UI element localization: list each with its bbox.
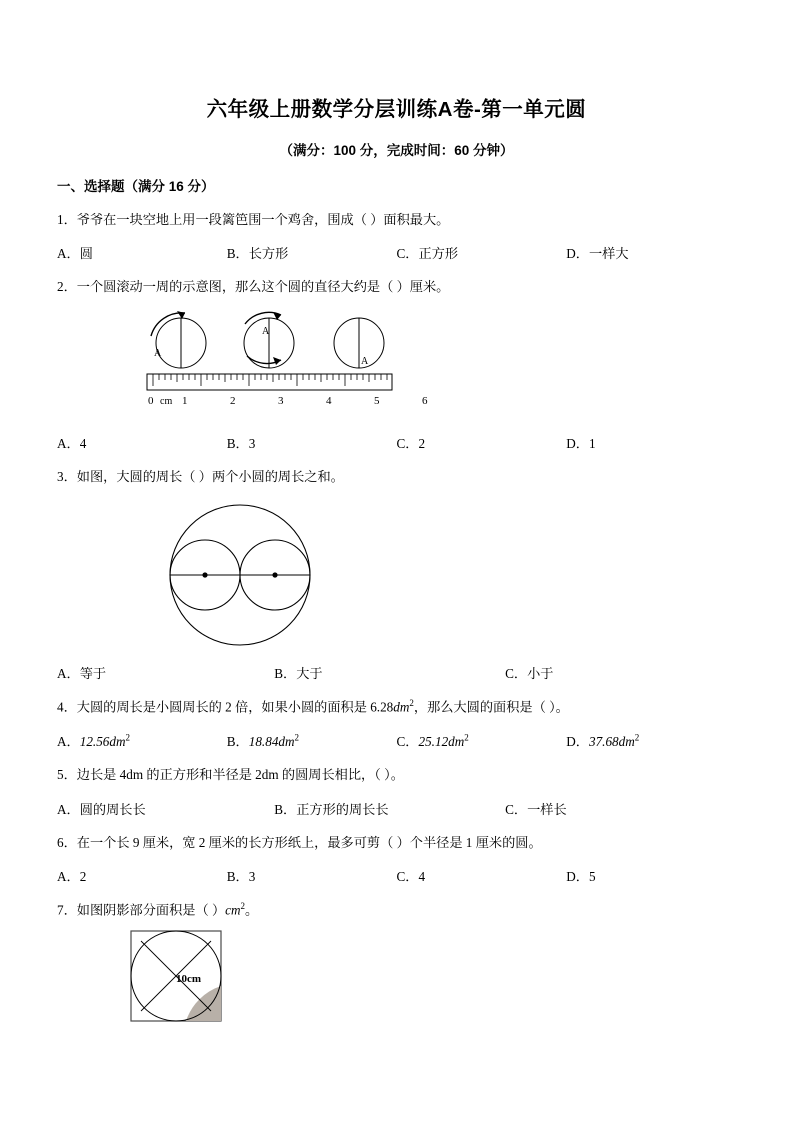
question-6-text: 在一个长 9 厘米，宽 2 厘米的长方形纸上，最多可剪（ ）个半径是 1 厘米的圆。 (76, 834, 542, 850)
option-4-d-value: 37.68 (588, 734, 619, 750)
option-3-c[interactable]: C．小于 (505, 666, 554, 682)
ruler-tick-cm: cm (160, 395, 173, 407)
option-4-d[interactable] (566, 731, 736, 750)
option-3-a[interactable]: A．等于 (57, 666, 107, 682)
option-4-d-unit: dm (618, 734, 635, 750)
option-3-b[interactable]: B．大于 (274, 666, 323, 682)
option-4-c-value: 25.12 (418, 734, 449, 750)
page-title: 六年级上册数学分层训练A卷-第一单元圆 (206, 98, 587, 121)
option-4-c[interactable] (397, 731, 567, 750)
question-2-options (57, 433, 736, 452)
option-6-a[interactable]: A．2 (57, 869, 87, 885)
option-2-b[interactable]: B．3 (226, 435, 256, 451)
question-4-number: 4． (57, 699, 77, 715)
question-7-unit: cm (225, 902, 241, 918)
option-2-c[interactable]: C．2 (396, 435, 426, 451)
figure-label-10cm: 10cm (176, 972, 202, 985)
question-3 (57, 467, 736, 487)
question-7-text-before: 如图阴影部分面积是（ ） (76, 902, 226, 918)
option-5-b[interactable]: B．正方形的周长长 (274, 801, 389, 817)
option-4-d-label: D． (566, 734, 589, 750)
option-1-a[interactable]: A．圆 (57, 246, 93, 262)
option-1-b[interactable]: B．长方形 (226, 246, 289, 262)
section-heading-choice: 一、选择题（满分 16 分） (57, 179, 215, 194)
question-7-text-after: 。 (245, 902, 259, 918)
option-4-b[interactable] (227, 731, 397, 750)
question-3-options (57, 663, 736, 682)
question-2-text: 一个圆滚动一周的示意图，那么这个圆的直径大约是（ ）厘米。 (76, 279, 450, 295)
question-4-options (57, 731, 736, 750)
question-1-number: 1． (57, 212, 77, 227)
question-6-options (57, 866, 736, 885)
option-1-d[interactable]: D．一样大 (566, 246, 629, 262)
question-5-options (57, 799, 736, 818)
figure-square-inscribed-circle-shaded (129, 929, 736, 1029)
page-subtitle: （满分：100 分，完成时间：60 分钟） (279, 143, 514, 158)
ruler-tick-0: 0 (148, 394, 154, 407)
question-1-options (57, 243, 736, 262)
figure-big-circle-two-small-circles (167, 501, 736, 649)
ruler-tick-6: 6 (422, 394, 428, 407)
option-6-d[interactable]: D．5 (566, 869, 596, 885)
svg-text:A: A (262, 325, 270, 337)
svg-text:A: A (154, 347, 162, 359)
svg-text:A: A (361, 355, 369, 367)
question-5-text: 边长是 4dm 的正方形和半径是 2dm 的圆周长相比，（ ）。 (76, 767, 404, 783)
option-4-b-label: B． (226, 734, 249, 750)
option-4-b-sup: 2 (294, 732, 300, 743)
option-4-a-label: A． (57, 734, 80, 750)
question-4-text-before: 大圆的周长是小圆周长的 2 倍，如果小圆的面积是 6.28 (76, 699, 394, 715)
option-5-a[interactable]: A．圆的周长长 (57, 801, 146, 817)
question-2-number: 2． (57, 279, 77, 295)
question-4 (57, 697, 736, 718)
question-7-number: 7． (57, 902, 77, 918)
option-6-b[interactable]: B．3 (226, 869, 256, 885)
option-4-a-value: 12.56 (79, 734, 110, 750)
ruler-tick-5: 5 (374, 394, 380, 407)
ruler-tick-4: 4 (326, 394, 332, 407)
option-6-c[interactable]: C．4 (396, 869, 426, 885)
option-2-a[interactable]: A．4 (57, 435, 87, 451)
option-4-c-label: C． (396, 734, 419, 750)
ruler-tick-2: 2 (230, 394, 236, 407)
question-7 (57, 900, 736, 921)
option-5-c[interactable]: C．一样长 (505, 801, 567, 817)
question-3-number: 3． (57, 468, 77, 484)
question-4-unit-sup: 2 (409, 698, 414, 709)
option-4-c-sup: 2 (464, 732, 469, 743)
question-7-unit-sup: 2 (240, 901, 246, 912)
question-3-text: 如图，大圆的周长（ ）两个小圆的周长之和。 (76, 468, 344, 484)
option-4-b-value: 18.84 (248, 734, 279, 750)
question-6-number: 6． (57, 834, 77, 850)
question-4-text-after: ，那么大圆的面积是（ ）。 (413, 699, 569, 715)
option-4-c-unit: dm (448, 734, 465, 750)
option-4-a[interactable] (57, 731, 227, 750)
question-1-text: 爷爷在一块空地上用一段篱笆围一个鸡舍，围成（ ）面积最大。 (76, 212, 450, 227)
option-2-d[interactable]: D．1 (566, 435, 596, 451)
option-4-a-sup: 2 (125, 732, 131, 743)
option-4-b-unit: dm (278, 734, 295, 750)
figure-rolling-circle-ruler (129, 308, 736, 423)
ruler-tick-1: 1 (182, 394, 188, 407)
question-5 (57, 765, 736, 785)
question-4-unit: dm (393, 699, 410, 715)
question-2 (57, 277, 736, 297)
question-6 (57, 833, 736, 853)
question-1 (57, 210, 736, 230)
option-1-c[interactable]: C．正方形 (396, 246, 459, 262)
ruler-tick-3: 3 (278, 394, 284, 407)
option-4-a-unit: dm (109, 734, 126, 750)
question-5-number: 5． (57, 767, 77, 783)
option-4-d-sup: 2 (634, 732, 640, 743)
